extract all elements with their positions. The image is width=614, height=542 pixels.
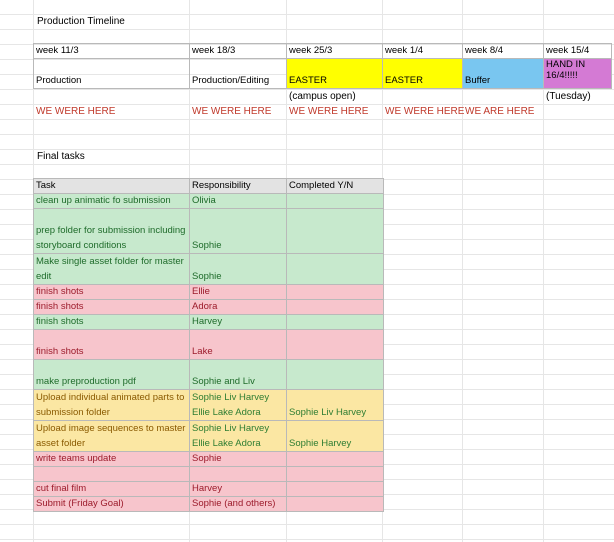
- task-cell[interactable]: finish shots: [34, 315, 190, 330]
- task-cell[interactable]: prep folder for submission including storyboard conditions: [34, 209, 190, 254]
- responsibility-cell[interactable]: Sophie (and others): [190, 497, 287, 512]
- header-task[interactable]: Task: [34, 179, 190, 194]
- header-responsibility[interactable]: Responsibility: [190, 179, 287, 194]
- completed-cell[interactable]: [287, 452, 384, 467]
- completed-cell[interactable]: Sophie Liv Harvey: [287, 390, 384, 421]
- completed-cell[interactable]: Sophie Harvey: [287, 421, 384, 452]
- task-cell[interactable]: Upload individual animated parts to submission folder: [34, 390, 190, 421]
- tasks-table: [33, 178, 384, 512]
- task-cell[interactable]: Submit (Friday Goal): [34, 497, 190, 512]
- responsibility-cell[interactable]: Sophie: [190, 452, 287, 467]
- header-completed[interactable]: Completed Y/N: [287, 179, 384, 194]
- phase-cell-buffer[interactable]: Buffer: [463, 59, 544, 89]
- task-cell[interactable]: make preproduction pdf: [34, 360, 190, 390]
- phase-cell-hand-in[interactable]: HAND IN 16/4!!!!!: [544, 59, 612, 89]
- timeline-table: [33, 43, 612, 89]
- responsibility-cell[interactable]: [190, 467, 287, 482]
- task-cell[interactable]: cut final film: [34, 482, 190, 497]
- phase-cell-easter[interactable]: EASTER: [383, 59, 463, 89]
- completed-cell[interactable]: [287, 315, 384, 330]
- completed-cell[interactable]: [287, 360, 384, 390]
- task-cell[interactable]: finish shots: [34, 300, 190, 315]
- task-cell[interactable]: Upload image sequences to master asset folder: [34, 421, 190, 452]
- responsibility-cell[interactable]: Olivia: [190, 194, 287, 209]
- completed-cell[interactable]: [287, 482, 384, 497]
- week-cell[interactable]: week 1/4: [383, 44, 463, 59]
- completed-cell[interactable]: [287, 300, 384, 315]
- responsibility-cell[interactable]: Sophie: [190, 209, 287, 254]
- note-campus-open: (campus open): [289, 91, 356, 102]
- completed-cell[interactable]: [287, 209, 384, 254]
- week-cell[interactable]: week 25/3: [287, 44, 383, 59]
- responsibility-cell[interactable]: Ellie: [190, 285, 287, 300]
- responsibility-cell[interactable]: Harvey: [190, 315, 287, 330]
- week-cell[interactable]: week 8/4: [463, 44, 544, 59]
- marker-text: WE WERE HERE: [289, 106, 369, 117]
- task-cell[interactable]: finish shots: [34, 285, 190, 300]
- completed-cell[interactable]: [287, 285, 384, 300]
- week-cell[interactable]: week 15/4: [544, 44, 612, 59]
- task-cell[interactable]: Make single asset folder for master edit: [34, 254, 190, 285]
- tasks-title: Final tasks: [37, 151, 85, 162]
- marker-text: WE WERE HERE: [36, 106, 116, 117]
- task-cell[interactable]: write teams update: [34, 452, 190, 467]
- completed-cell[interactable]: [287, 330, 384, 360]
- responsibility-cell[interactable]: Sophie: [190, 254, 287, 285]
- week-cell[interactable]: week 11/3: [34, 44, 190, 59]
- completed-cell[interactable]: [287, 467, 384, 482]
- timeline-title: Production Timeline: [37, 16, 125, 27]
- marker-text: WE WERE HERE: [192, 106, 272, 117]
- responsibility-cell[interactable]: Sophie Liv Harvey Ellie Lake Adora: [190, 390, 287, 421]
- responsibility-cell[interactable]: Adora: [190, 300, 287, 315]
- task-cell[interactable]: finish shots: [34, 330, 190, 360]
- note-tuesday: (Tuesday): [546, 91, 591, 102]
- completed-cell[interactable]: [287, 194, 384, 209]
- responsibility-cell[interactable]: Lake: [190, 330, 287, 360]
- task-cell[interactable]: [34, 467, 190, 482]
- phase-cell[interactable]: Production: [34, 59, 190, 89]
- phase-cell[interactable]: Production/Editing: [190, 59, 287, 89]
- completed-cell[interactable]: [287, 497, 384, 512]
- responsibility-cell[interactable]: Sophie Liv Harvey Ellie Lake Adora: [190, 421, 287, 452]
- marker-text-current: WE ARE HERE: [465, 106, 535, 117]
- task-cell[interactable]: clean up animatic fo submission: [34, 194, 190, 209]
- completed-cell[interactable]: [287, 254, 384, 285]
- marker-text: WE WERE HERE: [385, 106, 465, 117]
- responsibility-cell[interactable]: Sophie and Liv: [190, 360, 287, 390]
- phase-cell-easter[interactable]: EASTER: [287, 59, 383, 89]
- responsibility-cell[interactable]: Harvey: [190, 482, 287, 497]
- week-cell[interactable]: week 18/3: [190, 44, 287, 59]
